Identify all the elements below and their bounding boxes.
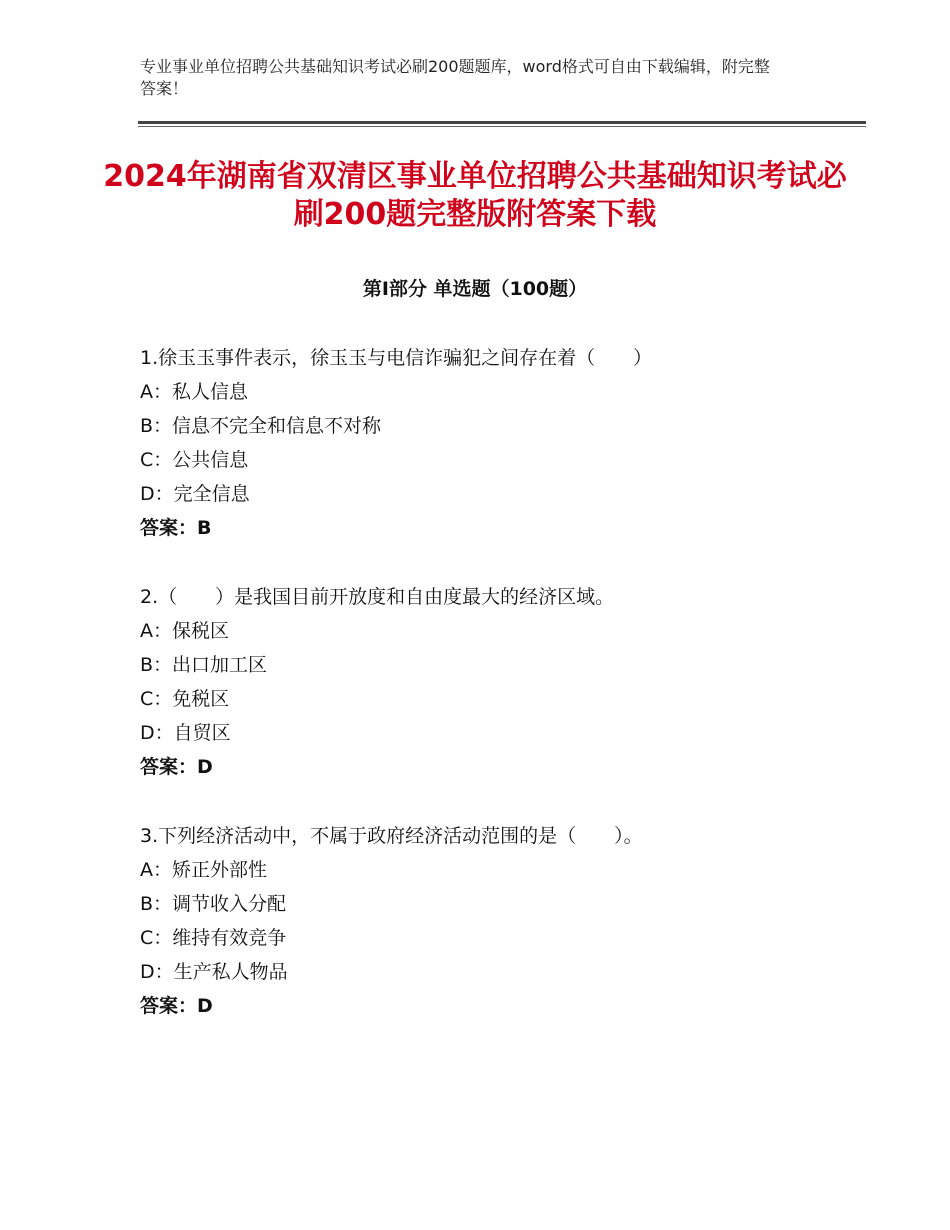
question-2	[140, 580, 860, 784]
question-1	[140, 341, 860, 545]
option-a: A：保税区	[140, 620, 229, 642]
option-b: B：调节收入分配	[140, 893, 287, 915]
header-rule-thin	[138, 126, 866, 127]
option-a: A：矫正外部性	[140, 859, 267, 881]
question-stem: 2.（ ）是我国目前开放度和自由度最大的经济区域。	[140, 586, 615, 608]
option-c: C：公共信息	[140, 449, 249, 471]
option-d: D：生产私人物品	[140, 961, 288, 983]
answer-line: 答案：B	[140, 517, 212, 539]
header-note: 专业事业单位招聘公共基础知识考试必刷200题题库，word格式可自由下载编辑，附完整答案！	[140, 57, 770, 98]
question-stem: 3.下列经济活动中，不属于政府经济活动范围的是（ ）。	[140, 825, 643, 847]
document-title: 2024年湖南省双清区事业单位招聘公共基础知识考试必刷200题完整版附答案下载	[103, 159, 847, 232]
question-stem: 1.徐玉玉事件表示，徐玉玉与电信诈骗犯之间存在着（ ）	[140, 347, 653, 369]
option-c: C：免税区	[140, 688, 230, 710]
option-c: C：维持有效竞争	[140, 927, 287, 949]
option-b: B：信息不完全和信息不对称	[140, 415, 382, 437]
option-d: D：自贸区	[140, 722, 231, 744]
answer-line: 答案：D	[140, 995, 213, 1017]
option-a: A：私人信息	[140, 381, 248, 403]
option-b: B：出口加工区	[140, 654, 268, 676]
answer-line: 答案：D	[140, 756, 213, 778]
question-3	[140, 819, 860, 1023]
section-title: 第Ⅰ部分 单选题（100题）	[362, 278, 588, 300]
header-rule	[138, 121, 866, 124]
option-d: D：完全信息	[140, 483, 250, 505]
